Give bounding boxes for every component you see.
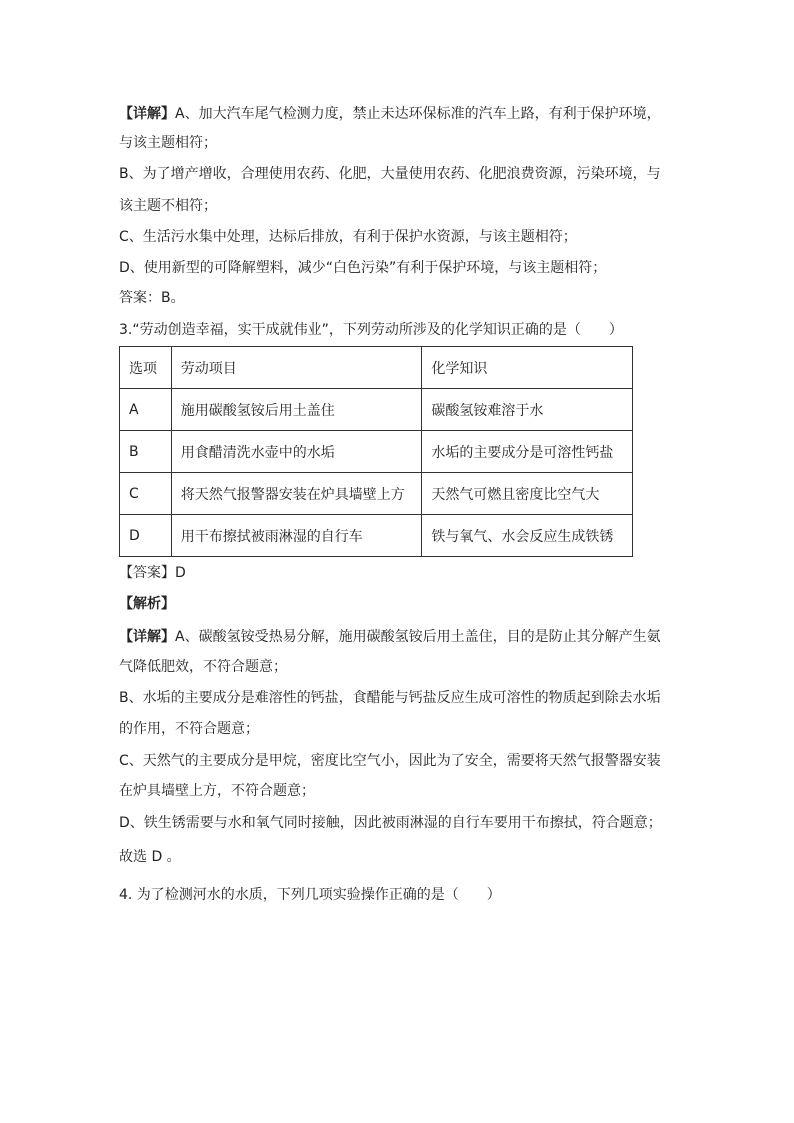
header-cell: 劳动项目 [171,347,422,389]
table-cell: 施用碳酸氢铵后用土盖住 [171,389,422,431]
q3-detail-line-1 [119,627,661,647]
table-cell: 天然气可燃且密度比空气大 [422,473,633,515]
analysis-label: 【解析】 [119,596,175,612]
table-row [120,431,633,473]
question-3-answer: 【答案】D [119,565,186,581]
table-row [120,515,633,557]
table-cell: 碳酸氢铵难溶于水 [422,389,633,431]
q3-detail-line-2: 气降低肥效，不符合题意； [119,659,287,675]
q3-detail-line-5: C、天然气的主要成分是甲烷，密度比空气小，因此为了安全，需要将天然气报警器安装 [119,753,661,769]
prev-answer: 答案：B。 [119,290,185,306]
table-cell: C [120,473,172,515]
prev-detail-line-4: 该主题不相符； [119,198,217,214]
header-cell: 化学知识 [422,347,633,389]
table-row [120,389,633,431]
prev-detail-line-3: B、为了增产增收，合理使用农药、化肥，大量使用农药、化肥浪费资源，污染环境，与 [119,166,661,182]
prev-detail-line-2: 与该主题相符； [119,135,217,151]
table-cell: A [120,389,172,431]
prev-detail-line-6: D、使用新型的可降解塑料，减少“白色污染”有利于保护环境，与该主题相符； [119,260,607,276]
header-cell: 选项 [120,347,172,389]
detail-text: A、碳酸氢铵受热易分解，施用碳酸氢铵后用土盖住，目的是防止其分解产生氨 [175,629,661,645]
table-cell: B [120,431,172,473]
question-3-stem: 3.“劳动创造幸福，实干成就伟业”，下列劳动所涉及的化学知识正确的是（ ） [119,322,623,338]
q3-detail-line-6: 在炉具墙壁上方，不符合题意； [119,783,315,799]
table-cell: 水垢的主要成分是可溶性钙盐 [422,431,633,473]
table-cell: 用食醋清洗水壶中的水垢 [171,431,422,473]
table-cell: 铁与氧气、水会反应生成铁锈 [422,515,633,557]
table-row [120,473,633,515]
q3-detail-line-4: 的作用，不符合题意； [119,721,259,737]
table-cell: 用干布擦拭被雨淋湿的自行车 [171,515,422,557]
detail-label: 【详解】 [119,106,175,122]
q3-detail-line-7: D、铁生锈需要与水和氧气同时接触，因此被雨淋湿的自行车要用干布擦拭，符合题意； [119,815,662,831]
q3-detail-line-3: B、水垢的主要成分是难溶性的钙盐，食醋能与钙盐反应生成可溶性的物质起到除去水垢 [119,690,661,706]
table-cell: 将天然气报警器安装在炉具墙壁上方 [171,473,422,515]
table-cell: D [120,515,172,557]
options-table [119,346,633,557]
prev-detail-line-1 [119,104,661,124]
question-4-stem: 4. 为了检测河水的水质，下列几项实验操作正确的是（ ） [119,887,501,903]
detail-text: A、加大汽车尾气检测力度，禁止未达环保标准的汽车上路，有利于保护环境， [175,106,661,122]
q3-conclusion: 故选 D 。 [119,849,181,865]
table-header-row [120,347,633,389]
detail-label: 【详解】 [119,629,175,645]
prev-detail-line-5: C、生活污水集中处理，达标后排放，有利于保护水资源，与该主题相符； [119,229,577,245]
